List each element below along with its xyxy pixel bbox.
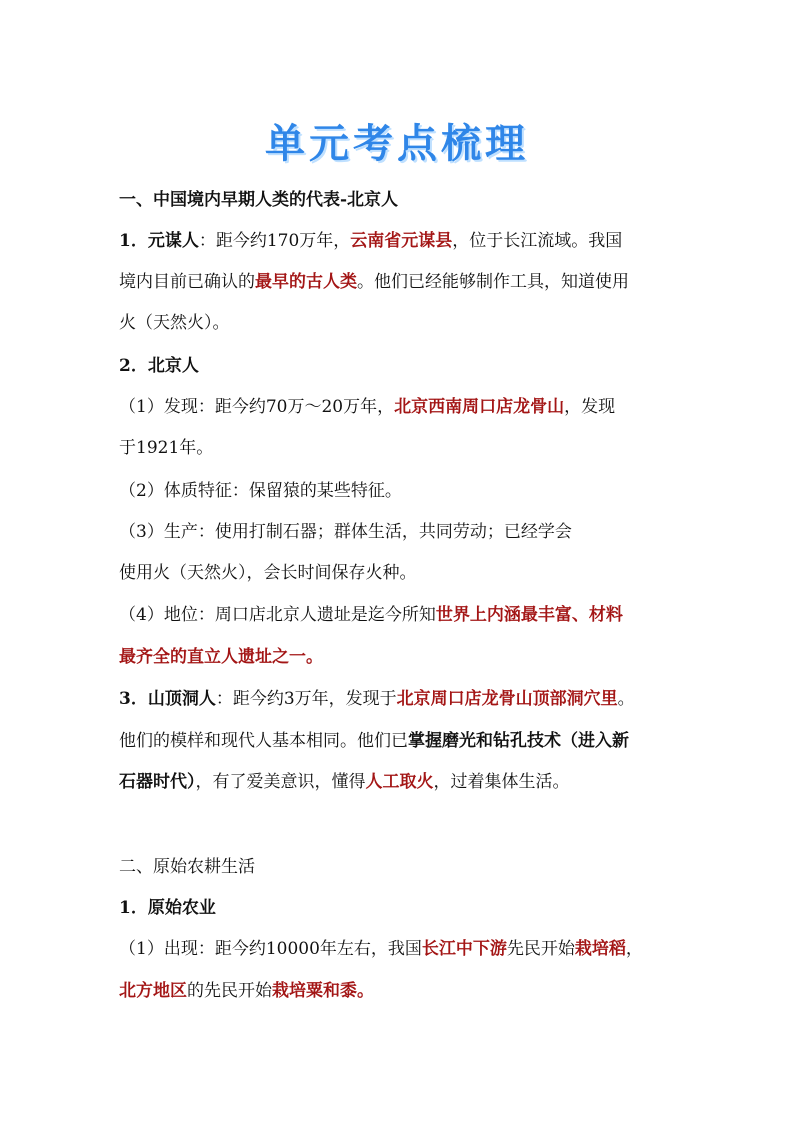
text-line	[119, 188, 699, 212]
text-segment: 于1921年。	[119, 438, 214, 458]
text-line	[119, 729, 699, 753]
text-segment: ，位于长江流域。我国	[452, 231, 623, 251]
text-line	[119, 436, 699, 460]
text-segment: ，过着集体生活。	[433, 772, 570, 792]
text-segment: ，发现	[564, 397, 616, 417]
text-segment: 先民开始	[506, 939, 575, 959]
text-line	[119, 770, 699, 794]
text-line	[119, 561, 699, 585]
bold-text: 石器时代）	[119, 772, 196, 792]
text-segment: 火（天然火）。	[119, 313, 230, 333]
highlight-text: 最齐全的直立人遗址之一。	[119, 647, 323, 667]
highlight-text: 长江中下游	[421, 939, 507, 959]
bold-text: 2．北京人	[119, 356, 199, 376]
text-line	[119, 479, 699, 503]
text-segment: （2）体质特征：保留猿的某些特征。	[119, 481, 402, 501]
text-line	[119, 937, 699, 961]
text-line	[119, 855, 699, 879]
text-line	[119, 354, 699, 378]
text-segment: （4）地位：周口店北京人遗址是迄今所知	[119, 605, 436, 625]
text-segment: 使用火（天然火），会长时间保存火种。	[119, 563, 417, 583]
highlight-text: 北京周口店龙骨山顶部洞穴里	[396, 689, 618, 709]
highlight-text: 北方地区	[119, 981, 187, 1001]
bold-text: 1．元谋人	[119, 231, 199, 251]
highlight-text: 栽培稻	[574, 939, 626, 959]
text-segment: 境内目前已确认的	[119, 272, 255, 292]
text-segment: 的先民开始	[187, 981, 272, 1001]
text-line	[119, 896, 699, 920]
text-segment: 。	[617, 689, 635, 709]
text-line	[119, 229, 699, 253]
bold-text: 3．山顶洞人	[119, 689, 216, 709]
page-title: 单元考点梳理	[265, 121, 529, 167]
text-line	[119, 520, 699, 544]
text-line	[119, 270, 699, 294]
text-line	[119, 645, 699, 669]
highlight-text: 人工取火	[365, 772, 434, 792]
bold-text: 1．原始农业	[119, 898, 216, 918]
text-segment: ：距今约3万年，发现于	[215, 689, 397, 709]
text-segment: （3）生产：使用打制石器；群体生活，共同劳动；已经学会	[119, 522, 572, 542]
bold-text: 掌握磨光和钻孔技术（进入新	[408, 731, 629, 751]
highlight-text: 最早的古人类	[255, 272, 357, 292]
highlight-text: 栽培粟和黍。	[272, 981, 374, 1001]
text-segment: 二、原始农耕生活	[119, 857, 255, 877]
highlight-text: 云南省元谋县	[350, 231, 453, 251]
text-segment: （1）发现：距今约70万～20万年，	[119, 397, 395, 417]
text-segment: ：距今约170万年，	[198, 231, 351, 251]
text-line	[119, 603, 699, 627]
text-segment: ，有了爱美意识，懂得	[195, 772, 366, 792]
highlight-text: 世界上内涵最丰富、材料	[435, 605, 623, 625]
text-line	[119, 979, 699, 1003]
text-segment: 他们的模样和现代人基本相同。他们已	[119, 731, 408, 751]
text-line	[119, 311, 699, 335]
text-segment: ，	[625, 939, 643, 959]
highlight-text: 北京西南周口店龙骨山	[394, 397, 565, 417]
text-line	[119, 395, 699, 419]
text-segment: （1）出现：距今约10000年左右，我国	[119, 939, 422, 959]
text-line	[119, 687, 699, 711]
text-segment: 。他们已经能够制作工具，知道使用	[357, 272, 629, 292]
bold-text: 一、中国境内早期人类的代表-北京人	[119, 190, 399, 210]
